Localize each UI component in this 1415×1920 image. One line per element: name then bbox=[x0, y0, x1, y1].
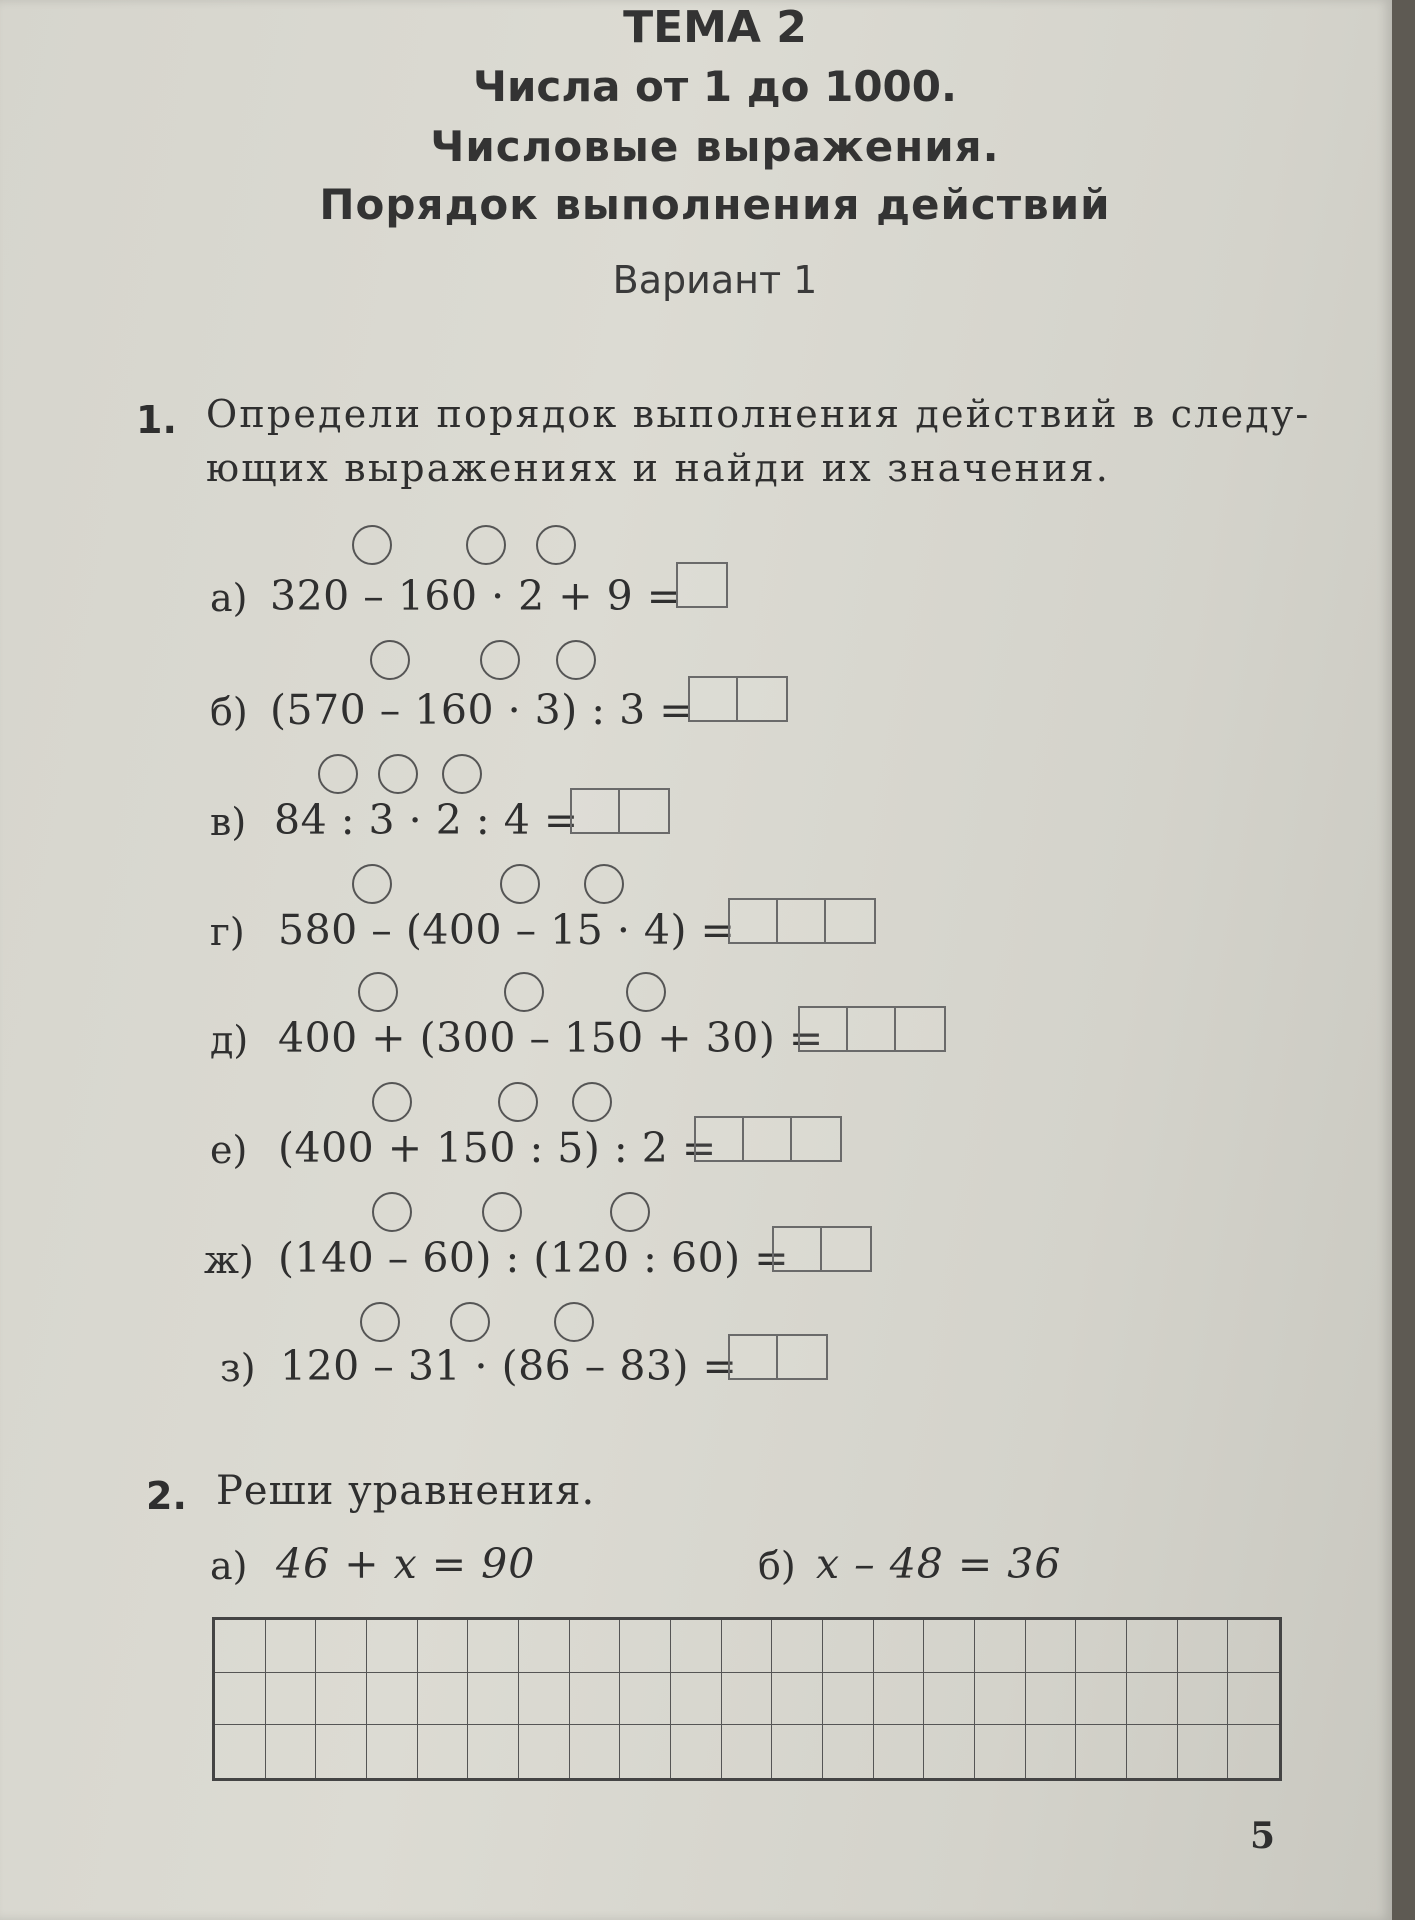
grid-cell[interactable] bbox=[367, 1620, 418, 1673]
item-g-expression: (140 – 60) : (120 : 60) = bbox=[278, 1234, 790, 1282]
item-h-label: з) bbox=[220, 1346, 256, 1390]
grid-cell[interactable] bbox=[1076, 1620, 1127, 1673]
grid-cell[interactable] bbox=[1076, 1673, 1127, 1726]
order-circle[interactable] bbox=[610, 1192, 650, 1232]
grid-cell[interactable] bbox=[1026, 1673, 1077, 1726]
grid-cell[interactable] bbox=[1076, 1725, 1127, 1778]
grid-cell[interactable] bbox=[620, 1725, 671, 1778]
order-circle[interactable] bbox=[360, 1302, 400, 1342]
grid-cell[interactable] bbox=[671, 1673, 722, 1726]
grid-cell[interactable] bbox=[1127, 1725, 1178, 1778]
answer-cell[interactable] bbox=[744, 1118, 792, 1160]
grid-cell[interactable] bbox=[519, 1620, 570, 1673]
item-c-expression: 84 : 3 · 2 : 4 = bbox=[274, 796, 579, 844]
item-f-expression: (400 + 150 : 5) : 2 = bbox=[278, 1124, 717, 1172]
equation-a-label: а) bbox=[210, 1544, 248, 1588]
grid-cell[interactable] bbox=[1026, 1620, 1077, 1673]
item-h-expression: 120 – 31 · (86 – 83) = bbox=[280, 1342, 738, 1390]
grid-cell[interactable] bbox=[1228, 1725, 1279, 1778]
grid-cell[interactable] bbox=[874, 1620, 925, 1673]
grid-cell[interactable] bbox=[519, 1673, 570, 1726]
answer-cell[interactable] bbox=[572, 790, 620, 832]
answer-cell[interactable] bbox=[778, 1336, 826, 1378]
grid-cell[interactable] bbox=[570, 1725, 621, 1778]
order-circle[interactable] bbox=[584, 864, 624, 904]
answer-cell[interactable] bbox=[620, 790, 668, 832]
answer-cell[interactable] bbox=[774, 1228, 822, 1270]
title-line-3: Порядок выполнения действий bbox=[319, 180, 1111, 229]
grid-cell[interactable] bbox=[215, 1673, 266, 1726]
grid-cell[interactable] bbox=[266, 1620, 317, 1673]
order-circle[interactable] bbox=[626, 972, 666, 1012]
grid-cell[interactable] bbox=[1127, 1673, 1178, 1726]
answer-boxes[interactable] bbox=[570, 788, 670, 834]
item-c-label: в) bbox=[210, 800, 247, 844]
grid-cell[interactable] bbox=[975, 1725, 1026, 1778]
grid-cell[interactable] bbox=[1178, 1620, 1229, 1673]
order-circle[interactable] bbox=[378, 754, 418, 794]
page-number: 5 bbox=[1250, 1815, 1276, 1857]
grid-cell[interactable] bbox=[975, 1620, 1026, 1673]
grid-cell[interactable] bbox=[418, 1725, 469, 1778]
order-circle[interactable] bbox=[442, 754, 482, 794]
answer-boxes[interactable] bbox=[772, 1226, 872, 1272]
grid-cell[interactable] bbox=[671, 1620, 722, 1673]
order-circle[interactable] bbox=[500, 864, 540, 904]
grid-cell[interactable] bbox=[215, 1620, 266, 1673]
grid-cell[interactable] bbox=[924, 1620, 975, 1673]
task-2-text: Реши уравнения. bbox=[216, 1468, 596, 1514]
item-f-label: е) bbox=[210, 1128, 248, 1172]
answer-boxes[interactable] bbox=[728, 1334, 828, 1380]
grid-cell[interactable] bbox=[924, 1725, 975, 1778]
answer-boxes[interactable] bbox=[728, 898, 876, 944]
answer-boxes[interactable] bbox=[694, 1116, 842, 1162]
equation-b: x – 48 = 36 bbox=[816, 1540, 1062, 1588]
grid-cell[interactable] bbox=[367, 1673, 418, 1726]
order-circle[interactable] bbox=[352, 864, 392, 904]
order-circle[interactable] bbox=[504, 972, 544, 1012]
answer-cell[interactable] bbox=[730, 900, 778, 942]
grid-cell[interactable] bbox=[519, 1725, 570, 1778]
item-a-label: а) bbox=[210, 576, 248, 620]
item-e-label: д) bbox=[210, 1018, 249, 1062]
order-circle[interactable] bbox=[352, 525, 392, 565]
answer-cell[interactable] bbox=[848, 1008, 896, 1050]
grid-cell[interactable] bbox=[367, 1725, 418, 1778]
grid-cell[interactable] bbox=[874, 1673, 925, 1726]
order-circle[interactable] bbox=[536, 525, 576, 565]
grid-cell[interactable] bbox=[316, 1620, 367, 1673]
grid-cell[interactable] bbox=[823, 1620, 874, 1673]
order-circle[interactable] bbox=[358, 972, 398, 1012]
grid-cell[interactable] bbox=[418, 1673, 469, 1726]
grid-cell[interactable] bbox=[722, 1620, 773, 1673]
grid-cell[interactable] bbox=[1178, 1673, 1229, 1726]
grid-cell[interactable] bbox=[722, 1725, 773, 1778]
item-a-expression: 320 – 160 · 2 + 9 = bbox=[270, 572, 682, 620]
grid-cell[interactable] bbox=[874, 1725, 925, 1778]
item-b-expression: (570 – 160 · 3) : 3 = bbox=[270, 686, 695, 734]
grid-cell[interactable] bbox=[620, 1673, 671, 1726]
grid-cell[interactable] bbox=[316, 1725, 367, 1778]
order-circle[interactable] bbox=[466, 525, 506, 565]
grid-cell[interactable] bbox=[1228, 1673, 1279, 1726]
answer-cell[interactable] bbox=[896, 1008, 944, 1050]
item-d-label: г) bbox=[210, 910, 245, 954]
grid-cell[interactable] bbox=[620, 1620, 671, 1673]
grid-cell[interactable] bbox=[823, 1725, 874, 1778]
answer-cell[interactable] bbox=[678, 564, 726, 606]
grid-cell[interactable] bbox=[468, 1673, 519, 1726]
order-circle[interactable] bbox=[498, 1082, 538, 1122]
grid-cell[interactable] bbox=[468, 1725, 519, 1778]
task-2-number: 2. bbox=[146, 1474, 187, 1518]
grid-cell[interactable] bbox=[570, 1620, 621, 1673]
answer-cell[interactable] bbox=[696, 1118, 744, 1160]
order-circle[interactable] bbox=[372, 1082, 412, 1122]
answer-cell[interactable] bbox=[826, 900, 874, 942]
grid-cell[interactable] bbox=[215, 1725, 266, 1778]
answer-cell[interactable] bbox=[792, 1118, 840, 1160]
grid-cell[interactable] bbox=[722, 1673, 773, 1726]
grid-cell[interactable] bbox=[418, 1620, 469, 1673]
task-1-text-line-1: Определи порядок выполнения действий в следу- bbox=[206, 392, 1311, 436]
answer-cell[interactable] bbox=[822, 1228, 870, 1270]
order-circle[interactable] bbox=[554, 1302, 594, 1342]
variant-label: Вариант 1 bbox=[612, 258, 818, 302]
task-1-text-line-2: ющих выражениях и найди их значения. bbox=[206, 446, 1111, 490]
grid-cell[interactable] bbox=[772, 1620, 823, 1673]
grid-cell[interactable] bbox=[468, 1620, 519, 1673]
grid-cell[interactable] bbox=[924, 1673, 975, 1726]
order-circle[interactable] bbox=[370, 640, 410, 680]
equation-b-label: б) bbox=[758, 1544, 796, 1588]
answer-cell[interactable] bbox=[800, 1008, 848, 1050]
grid-cell[interactable] bbox=[1228, 1620, 1279, 1673]
item-d-expression: 580 – (400 – 15 · 4) = bbox=[278, 906, 736, 954]
item-g-label: ж) bbox=[204, 1238, 254, 1282]
item-e-expression: 400 + (300 – 150 + 30) = bbox=[278, 1014, 824, 1062]
order-circle[interactable] bbox=[480, 640, 520, 680]
order-circle[interactable] bbox=[372, 1192, 412, 1232]
item-b-label: б) bbox=[210, 690, 248, 734]
grid-cell[interactable] bbox=[316, 1673, 367, 1726]
answer-cell[interactable] bbox=[690, 678, 738, 720]
order-circle[interactable] bbox=[572, 1082, 612, 1122]
title-line-2: Числовые выражения. bbox=[430, 122, 1000, 171]
grid-cell[interactable] bbox=[266, 1673, 317, 1726]
answer-boxes[interactable] bbox=[676, 562, 728, 608]
grid-cell[interactable] bbox=[1127, 1620, 1178, 1673]
equation-a: 46 + x = 90 bbox=[276, 1540, 536, 1588]
order-circle[interactable] bbox=[318, 754, 358, 794]
answer-cell[interactable] bbox=[730, 1336, 778, 1378]
answer-grid[interactable] bbox=[212, 1617, 1282, 1781]
grid-cell[interactable] bbox=[1026, 1725, 1077, 1778]
order-circle[interactable] bbox=[556, 640, 596, 680]
grid-cell[interactable] bbox=[266, 1725, 317, 1778]
task-1-number: 1. bbox=[136, 398, 177, 442]
answer-boxes[interactable] bbox=[798, 1006, 946, 1052]
grid-cell[interactable] bbox=[671, 1725, 722, 1778]
grid-cell[interactable] bbox=[823, 1673, 874, 1726]
answer-boxes[interactable] bbox=[688, 676, 788, 722]
grid-cell[interactable] bbox=[570, 1673, 621, 1726]
topic-heading: ТЕМА 2 bbox=[623, 2, 807, 53]
answer-cell[interactable] bbox=[738, 678, 786, 720]
grid-cell[interactable] bbox=[772, 1673, 823, 1726]
answer-cell[interactable] bbox=[778, 900, 826, 942]
grid-cell[interactable] bbox=[975, 1673, 1026, 1726]
order-circle[interactable] bbox=[482, 1192, 522, 1232]
grid-cell[interactable] bbox=[1178, 1725, 1229, 1778]
title-line-1: Числа от 1 до 1000. bbox=[473, 62, 957, 111]
order-circle[interactable] bbox=[450, 1302, 490, 1342]
grid-cell[interactable] bbox=[772, 1725, 823, 1778]
